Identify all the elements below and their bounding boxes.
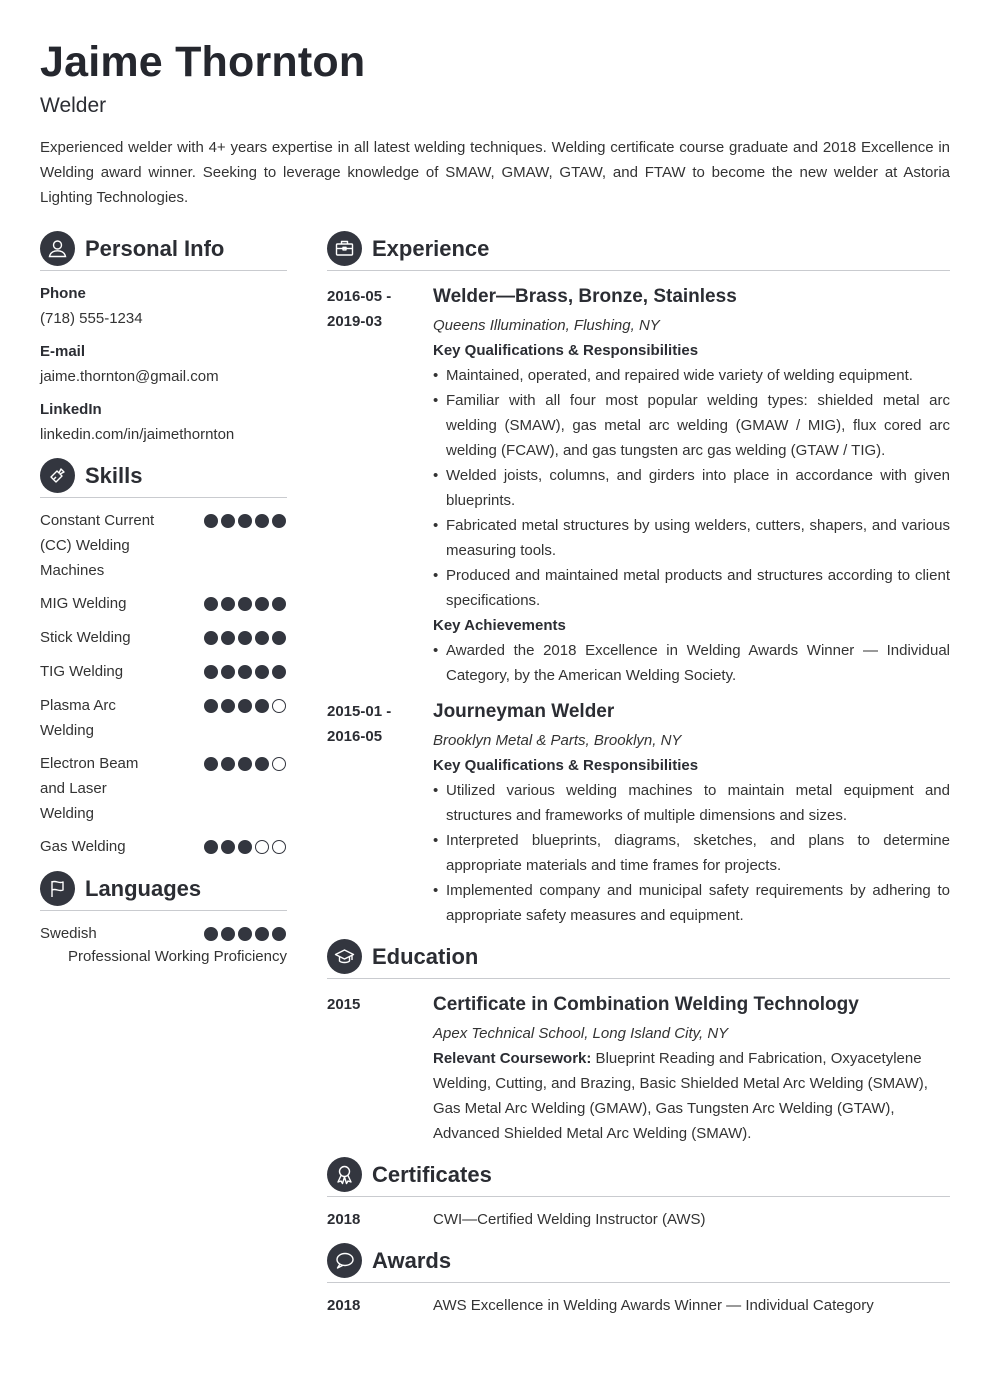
rating-dot-empty xyxy=(255,840,269,854)
rating-dot-filled xyxy=(238,757,252,771)
summary: Experienced welder with 4+ years expertise in all latest welding techniques. Welding certificate course graduate and 2018 Excellence in Welding award winner. Seeking to leverage knowledge of SMAW, GMAW, GTAW, and FTAW to become the new welder at Astoria Lighting Technologies. xyxy=(40,139,950,206)
phone-value: (718) 555-1234 xyxy=(40,310,143,327)
rating-dot-filled xyxy=(238,927,252,941)
list-item: • Produced and maintained metal products and structures according to client specifications. xyxy=(433,563,950,613)
qualifications-list xyxy=(433,778,950,928)
certificate-text: CWI—Certified Welding Instructor (AWS) xyxy=(433,1211,706,1228)
rating-dot-filled xyxy=(221,699,235,713)
linkedin-label: LinkedIn xyxy=(40,401,102,418)
rating-dot-filled xyxy=(255,631,269,645)
list-item: • Interpreted blueprints, diagrams, sketches, and plans to determine appropriate materials and time frames for projects. xyxy=(433,828,950,878)
rating-dot-filled xyxy=(221,514,235,528)
rating-dot-filled xyxy=(255,665,269,679)
ribbon-icon xyxy=(327,1157,362,1192)
school: Apex Technical School, Long Island City, NY xyxy=(433,1025,729,1042)
rating-dot-filled xyxy=(204,597,218,611)
rating-dot-filled xyxy=(272,514,286,528)
coursework-label: Relevant Coursework: xyxy=(433,1050,592,1067)
language-proficiency: Professional Working Proficiency xyxy=(68,948,287,965)
rating-dot-filled xyxy=(238,514,252,528)
email-value: jaime.thornton@gmail.com xyxy=(40,368,219,385)
rating-dot-filled xyxy=(204,927,218,941)
rating-dot-filled xyxy=(204,840,218,854)
awards-title: Awards xyxy=(372,1248,452,1273)
education-heading xyxy=(327,939,950,979)
rating-dot-filled xyxy=(255,757,269,771)
rating-dot-filled xyxy=(255,514,269,528)
rating-dot-filled xyxy=(238,665,252,679)
skill-rating xyxy=(204,665,288,679)
rating-dot-filled xyxy=(204,631,218,645)
list-item: • Utilized various welding machines to maintain metal equipment and structures and frameworks of multiple dimensions and sizes. xyxy=(433,778,950,828)
skills-title: Skills xyxy=(85,463,143,488)
rating-dot-filled xyxy=(255,927,269,941)
skill-rating xyxy=(204,840,288,854)
person-icon xyxy=(40,231,75,266)
linkedin-value: linkedin.com/in/jaimethornton xyxy=(40,426,235,443)
education-date: 2015 xyxy=(327,996,361,1013)
job-title-header: Welder xyxy=(40,94,107,117)
rating-dot-filled xyxy=(272,665,286,679)
rating-dot-filled xyxy=(204,514,218,528)
languages-title: Languages xyxy=(85,876,202,901)
email-label: E-mail xyxy=(40,343,86,360)
skill-name: Gas Welding xyxy=(40,838,126,855)
rating-dot-filled xyxy=(204,665,218,679)
qualifications-heading: Key Qualifications & Responsibilities xyxy=(433,342,699,359)
awards-heading xyxy=(327,1243,950,1283)
rating-dot-filled xyxy=(204,699,218,713)
list-item: • Maintained, operated, and repaired wide variety of welding equipment. xyxy=(433,363,950,388)
job-company: Brooklyn Metal & Parts, Brooklyn, NY xyxy=(433,732,682,749)
rating-dot-filled xyxy=(221,840,235,854)
rating-dot-filled xyxy=(272,597,286,611)
skill-rating xyxy=(204,699,288,713)
job-date-start: 2016-05 - xyxy=(327,288,392,305)
award-text: AWS Excellence in Welding Awards Winner — Individual Category xyxy=(433,1297,874,1314)
skill-name: TIG Welding xyxy=(40,663,124,680)
job-title: Welder—Brass, Bronze, Stainless xyxy=(433,286,737,307)
briefcase-icon xyxy=(327,231,362,266)
graduation-cap-icon xyxy=(327,939,362,974)
flag-icon xyxy=(40,871,75,906)
list-item: • Welded joists, columns, and girders into place in accordance with given blueprints. xyxy=(433,463,950,513)
rating-dot-filled xyxy=(221,597,235,611)
experience-title: Experience xyxy=(372,236,490,261)
list-item: • Familiar with all four most popular welding types: shielded metal arc welding (SMAW), gas metal arc welding (GMAW / MIG), flux cored arc welding (FCAW), and gas tungsten arc gas welding (GTAW / TIG). xyxy=(433,388,950,463)
job-date-end: 2019-03 xyxy=(327,313,383,330)
education-title: Education xyxy=(372,944,479,969)
rating-dot-filled xyxy=(272,927,286,941)
rating-dot-filled xyxy=(221,757,235,771)
personal-info-title: Personal Info xyxy=(85,236,225,261)
job-date-end: 2016-05 xyxy=(327,728,383,745)
language-rating xyxy=(204,927,288,941)
experience-heading xyxy=(327,231,950,271)
skill-name: MIG Welding xyxy=(40,595,127,612)
speech-bubble-icon xyxy=(327,1243,362,1278)
rating-dot-filled xyxy=(272,631,286,645)
personal-info-heading xyxy=(40,231,287,271)
qualifications-list xyxy=(433,363,950,613)
certificate-date: 2018 xyxy=(327,1211,361,1228)
skill-name: Plasma Arc Welding xyxy=(40,697,116,739)
rating-dot-filled xyxy=(221,631,235,645)
rating-dot-filled xyxy=(221,927,235,941)
rating-dot-empty xyxy=(272,699,286,713)
languages-heading xyxy=(40,871,287,911)
skill-rating xyxy=(204,757,288,771)
language-name: Swedish xyxy=(40,925,97,942)
rating-dot-filled xyxy=(238,597,252,611)
tools-icon xyxy=(40,458,75,493)
rating-dot-filled xyxy=(204,757,218,771)
skills-heading xyxy=(40,458,287,498)
coursework xyxy=(433,1046,950,1146)
skill-name: Stick Welding xyxy=(40,629,131,646)
skill-rating xyxy=(204,514,288,528)
rating-dot-empty xyxy=(272,757,286,771)
list-item: • Awarded the 2018 Excellence in Welding Awards Winner — Individual Category, by the American Welding Society. xyxy=(433,638,950,688)
job-company: Queens Illumination, Flushing, NY xyxy=(433,317,660,334)
rating-dot-filled xyxy=(238,631,252,645)
job-date-start: 2015-01 - xyxy=(327,703,392,720)
qualifications-heading: Key Qualifications & Responsibilities xyxy=(433,757,699,774)
skill-rating xyxy=(204,597,288,611)
award-date: 2018 xyxy=(327,1297,361,1314)
list-item: • Implemented company and municipal safety requirements by adhering to appropriate safety measures and equipment. xyxy=(433,878,950,928)
rating-dot-filled xyxy=(238,699,252,713)
phone-label: Phone xyxy=(40,285,86,302)
rating-dot-filled xyxy=(255,597,269,611)
rating-dot-filled xyxy=(255,699,269,713)
skill-rating xyxy=(204,631,288,645)
skill-name: Constant Current (CC) Welding Machines xyxy=(40,512,155,579)
job-title: Journeyman Welder xyxy=(433,701,615,722)
skill-name: Electron Beam and Laser Welding xyxy=(40,755,139,822)
certificates-title: Certificates xyxy=(372,1162,492,1187)
certificates-heading xyxy=(327,1157,950,1197)
candidate-name: Jaime Thornton xyxy=(40,38,366,86)
rating-dot-filled xyxy=(238,840,252,854)
coursework-text: Blueprint Reading and Fabrication, Oxyacetylene Welding, Cutting, and Brazing, Basic Shielded Metal Arc Welding (SMAW), Gas Metal Arc Welding (GMAW), Gas Tungsten Arc Welding (GTAW), Advanced Shielded Metal Arc Welding (SMAW). xyxy=(433,1050,928,1142)
achievements-heading: Key Achievements xyxy=(433,617,566,634)
achievements-list xyxy=(433,638,950,688)
rating-dot-empty xyxy=(272,840,286,854)
degree: Certificate in Combination Welding Technology xyxy=(433,994,859,1015)
rating-dot-filled xyxy=(221,665,235,679)
list-item: • Fabricated metal structures by using welders, cutters, shapers, and various measuring tools. xyxy=(433,513,950,563)
